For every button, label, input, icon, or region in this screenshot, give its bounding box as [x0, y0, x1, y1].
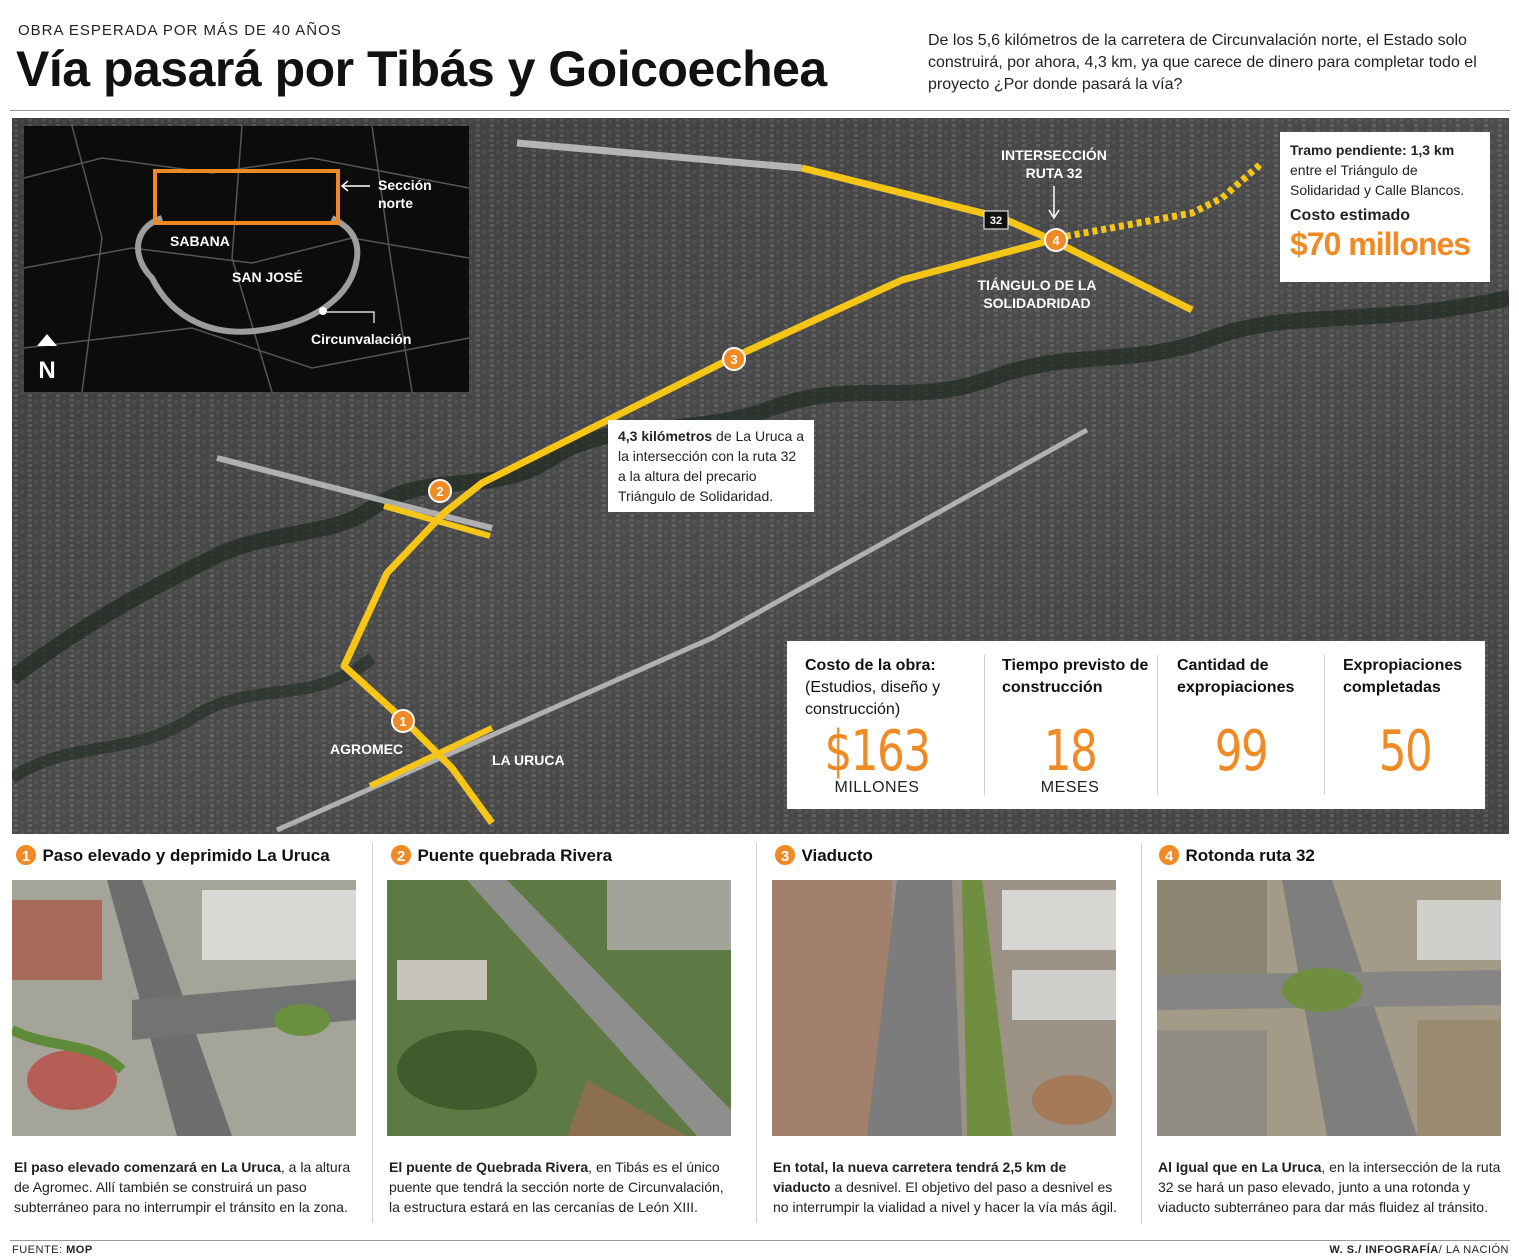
callout-pending-lead: Tramo pendiente:	[1290, 142, 1407, 158]
north-label: N	[38, 357, 56, 384]
section-1-caption-rest: , a la altura de Agromec. Allí también se construirá un paso subterráneo para no interrumpir el tránsito en la zona.	[14, 1159, 351, 1215]
marker-1	[392, 710, 414, 732]
section-1-badge: 1	[14, 843, 38, 867]
stat-time-value: 18	[1043, 719, 1097, 784]
stat-time-unit: MESES	[1040, 779, 1100, 796]
route-32-shield-label: 32	[989, 215, 1003, 227]
callout-route-lead: 4,3 kilómetros	[618, 428, 713, 444]
svg-text:4: 4	[1052, 233, 1060, 248]
section-3-caption-bold: En total, la nueva carretera tendrá 2,5 km de viaducto	[773, 1159, 1067, 1195]
svg-text:2: 2	[436, 484, 444, 499]
label-agromec: AGROMEC	[330, 741, 404, 757]
section-1-photo	[12, 880, 356, 1136]
intro-text: De los 5,6 kilómetros de la carretera de Circunvalación norte, el Estado solo construirá, por ahora, 4,3 km, ya que carece de dinero para completar todo el proyecto ¿Por donde pasará la vía?	[928, 32, 1477, 93]
stat-cost	[787, 641, 967, 809]
section-4-title: Rotonda ruta 32	[1185, 846, 1315, 865]
section-3-caption	[773, 1157, 1118, 1217]
footer-rule	[10, 1240, 1510, 1241]
callout-route	[608, 420, 814, 512]
label-triangulo-2: SOLIDADRIDAD	[983, 295, 1091, 311]
source-label: FUENTE:	[12, 1244, 63, 1256]
section-3-caption-rest: a desnivel. El objetivo del paso a desnivel es no interrumpir la vialidad a nivel y hacer la vía más ágil.	[773, 1179, 1117, 1215]
stat-cost-sub: (Estudios, diseño y construcción)	[805, 679, 941, 718]
marker-4	[1045, 229, 1067, 251]
column-divider	[372, 843, 373, 1223]
section-3-title: Viaducto	[801, 846, 873, 865]
section-3-header	[773, 843, 873, 867]
credit-dept: INFOGRAFÍA	[1365, 1244, 1439, 1256]
section-3-photo	[772, 880, 1116, 1136]
inset-ring-marker	[319, 307, 327, 315]
credit-publication: / LA NACIÓN	[1438, 1244, 1509, 1256]
section-1-header	[14, 843, 330, 867]
section-2-caption-bold: El puente de Quebrada Rivera	[389, 1159, 589, 1175]
section-2-title: Puente quebrada Rivera	[417, 846, 613, 865]
section-4-badge: 4	[1157, 843, 1181, 867]
inset-map	[24, 126, 469, 392]
stat-expropriations-value: 99	[1214, 719, 1268, 784]
inset-label-section-2: norte	[378, 195, 413, 211]
svg-text:3: 3	[730, 352, 738, 367]
marker-2	[429, 480, 451, 502]
stat-time	[984, 641, 1156, 809]
inset-label-san-jose: SAN JOSÉ	[232, 269, 303, 285]
callout-pending-cost-label: Costo estimado	[1290, 207, 1411, 224]
label-interseccion-2: RUTA 32	[1025, 165, 1083, 181]
callout-pending-amount: 1,3 km	[1410, 142, 1455, 158]
stat-completed-label: Expropiaciones completadas	[1343, 657, 1463, 696]
header-rule	[10, 110, 1510, 111]
stat-expropriations-label: Cantidad de expropiaciones	[1177, 657, 1295, 696]
label-interseccion-1: INTERSECCIÓN	[1001, 147, 1107, 163]
callout-route-rest: de La Uruca a la intersección con la ruta 32 a la altura del precario Triángulo de Solidaridad.	[618, 428, 804, 504]
section-1-caption-bold: El paso elevado comenzará en La Uruca	[14, 1159, 281, 1175]
section-3-badge: 3	[773, 843, 797, 867]
inset-background	[24, 126, 469, 392]
stat-cost-label: Costo de la obra: (Estudios, diseño y construcción)	[805, 657, 941, 718]
inset-label-ring: Circunvalación	[311, 331, 412, 347]
stat-divider	[1157, 655, 1158, 795]
section-4-header	[1157, 843, 1315, 867]
column-divider	[756, 843, 757, 1223]
page-title: Vía pasará por Tibás y Goicoechea	[16, 41, 827, 97]
source-credit	[12, 1244, 93, 1256]
section-4-caption-rest: , en la intersección de la ruta 32 se hará un paso elevado, junto a una rotonda y viaducto subterráneo para dar más fluidez al tránsito.	[1158, 1159, 1501, 1215]
section-4-caption	[1158, 1157, 1503, 1217]
section-2-caption-rest: , en Tibás es el único puente que tendrá la sección norte de Circunvalación, la estructura estará en las cercanías de León XIII.	[389, 1159, 724, 1215]
author-credit	[1329, 1244, 1509, 1256]
callout-pending-cost-value: $70 millones	[1290, 226, 1471, 262]
inset-label-sabana: SABANA	[170, 233, 230, 249]
inset-label-section-1: Sección	[378, 177, 432, 193]
label-triangulo-1: TIÁNGULO DE LA	[977, 277, 1097, 293]
stat-completed-value: 50	[1378, 719, 1432, 784]
svg-text:1: 1	[399, 714, 407, 729]
source-value: MOP	[66, 1244, 93, 1256]
stat-completed	[1325, 641, 1485, 809]
section-4-photo	[1157, 880, 1501, 1136]
stat-expropriations	[1159, 641, 1323, 809]
callout-pending-text	[1290, 140, 1480, 200]
kicker: OBRA ESPERADA POR MÁS DE 40 AÑOS	[18, 22, 342, 39]
section-1-caption	[14, 1157, 359, 1217]
section-2-caption	[389, 1157, 734, 1217]
label-la-uruca: LA URUCA	[492, 752, 565, 768]
section-1-title: Paso elevado y deprimido La Uruca	[42, 846, 330, 865]
section-2-photo	[387, 880, 731, 1136]
stat-cost-unit: MILLONES	[834, 779, 920, 796]
section-2-badge: 2	[389, 843, 413, 867]
stats-box	[787, 641, 1485, 809]
section-2-header	[389, 843, 612, 867]
credit-author: W. S./	[1329, 1244, 1362, 1256]
callout-pending-rest: entre el Triángulo de Solidaridad y Calle Blancos.	[1290, 162, 1465, 198]
stat-time-label: Tiempo previsto de construcción	[1002, 657, 1149, 696]
marker-3	[723, 348, 745, 370]
callout-pending	[1280, 132, 1490, 282]
column-divider	[1141, 843, 1142, 1223]
stat-cost-value: $163	[824, 719, 930, 784]
section-4-caption-bold: Al Igual que en La Uruca	[1158, 1159, 1322, 1175]
